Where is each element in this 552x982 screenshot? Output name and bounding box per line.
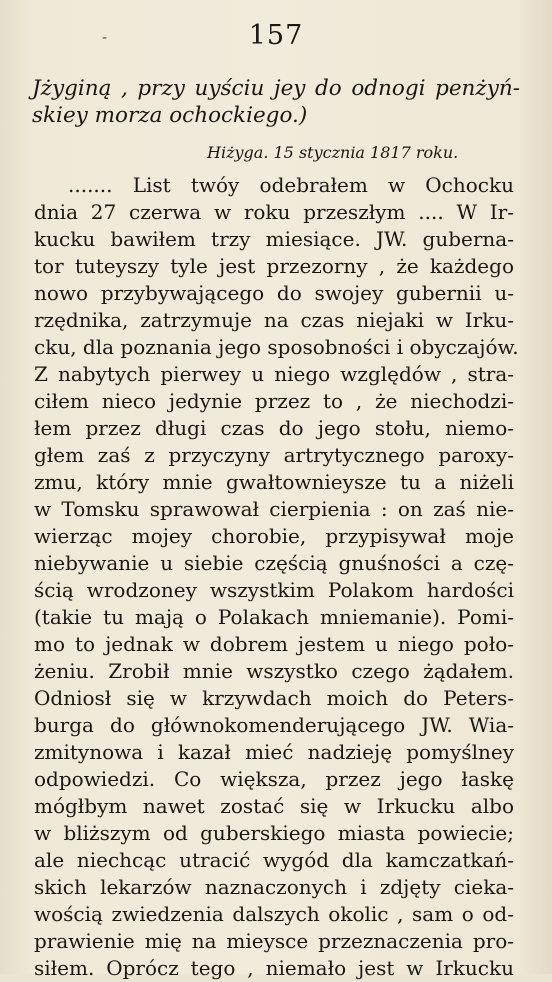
text-line: łem przez długi czas do jego stołu, niemo- [34,416,514,440]
text-line: ale niechcąc utracić wygód dla kamczatkań- [34,848,514,872]
page-mark: - [102,30,108,46]
continuation-line: Jżyginą , przy uyściu jey do odnogi penżyń- [32,76,520,101]
text-line: tor tuteyszy tyle jest przezorny , że każdego [34,254,514,278]
text-line: ścią wrodzoney wszystkim Polakom hardości [34,578,514,602]
letter-dateline: Hiżyga. 15 stycznia 1817 roku. [207,143,459,162]
text-line: głem zaś z przyczyny artrytycznego paroxy- [34,443,514,467]
text-line: burga do głównokomenderującego JW. Wia- [34,713,514,737]
text-line: żeniu. Zrobił mnie wszystko czego żądałem. [34,659,514,683]
text-line: wierząc mojey chorobie, przypisywał moje [34,524,514,548]
text-line: Z nabytych pierwey u niego względów , stra- [34,362,514,386]
text-line: (takie tu mają o Polakach mniemanie). Pomi- [34,605,514,629]
text-line: mógłbym nawet zostać się w Irkucku albo [34,794,514,818]
text-line: mo to jednak w dobrem jestem u niego poło- [34,632,514,656]
text-line: dnia 27 czerwa w roku przeszłym .... W Ir- [34,200,514,224]
text-line: kucku bawiłem trzy miesiące. JW. guberna- [34,227,514,251]
text-line: rzędnika, zatrzymuje na czas niejaki w Irku- [34,308,514,332]
text-line: niebywanie u siebie częścią gnuśności a czę- [34,551,514,575]
text-line: skich lekarzów naznaczonych i zdjęty cieka- [34,875,514,899]
text-line: ciłem nieco jedynie przez to , że niechodzi- [34,389,514,413]
text-line: zmitynowa i kazał mieć nadzieję pomyślney [34,740,514,764]
text-line: zmu, który mnie gwałtownieysze tu a niżeli [34,470,514,494]
text-line: siłem. Oprócz tego , niemało jest w Irkucku [34,956,514,980]
text-line: cku, dla poznania jego sposobności i obyczajów. [34,335,519,359]
letter-body [34,172,519,982]
text-line: wością zwiedzenia dalszych okolic , sam o od- [34,902,514,926]
text-line: odpowiedzi. Co większa, przez jego łaskę [34,767,514,791]
italic-continuation [32,75,520,129]
text-line: w bliższym od guberskiego miasta powiecie; [34,821,514,845]
text-line: prawienie mię na mieysce przeznaczenia pro- [34,929,514,953]
page-number: 157 [248,20,304,51]
text-line: ....... List twóy odebrałem w Ochocku [68,173,514,197]
text-line: w Tomsku sprawował cierpienia : on zaś nie- [34,497,514,521]
text-line: Odniosł się w krzywdach moich do Peters- [34,686,514,710]
continuation-line: skiey morza ochockiego.) [32,103,308,128]
text-line: nowo przybywającego do swojey gubernii u- [34,281,514,305]
